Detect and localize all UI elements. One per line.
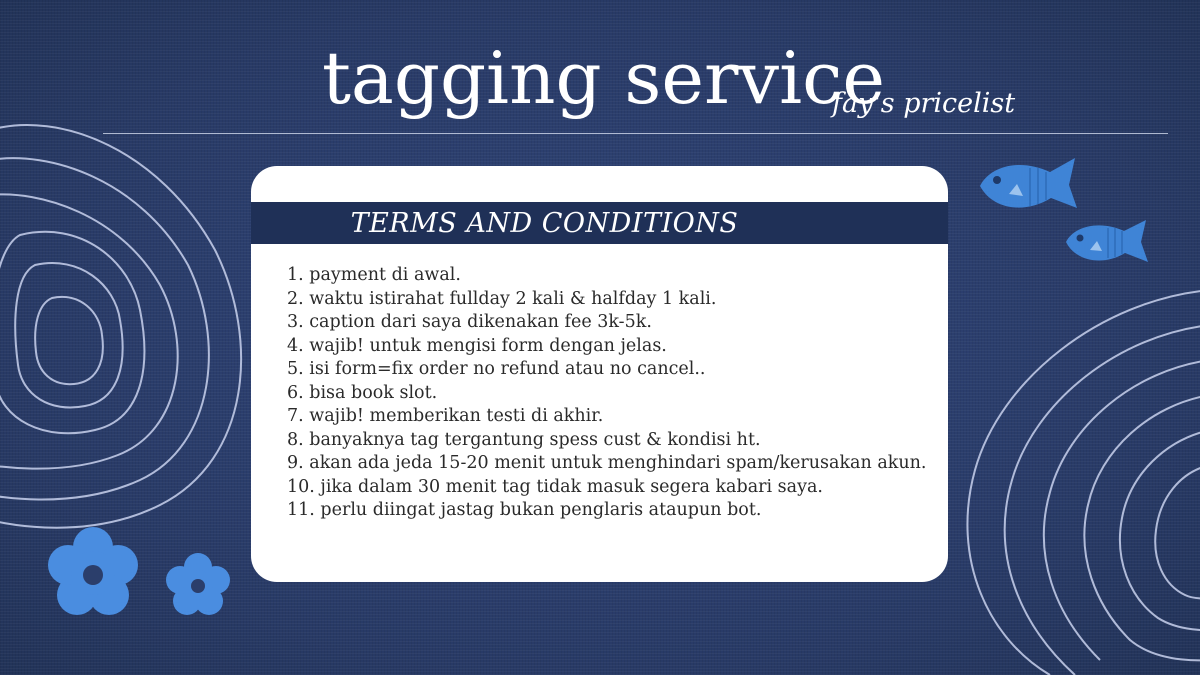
terms-item: 4. wajib! untuk mengisi form dengan jelas.	[287, 335, 667, 356]
terms-card	[251, 166, 948, 582]
terms-item: 8. banyaknya tag tergantung spess cust & kondisi ht.	[287, 429, 761, 450]
terms-item: 7. wajib! memberikan testi di akhir.	[287, 406, 604, 426]
fish-icon	[1066, 220, 1148, 262]
terms-item: 2. waktu istirahat fullday 2 kali & halfday 1 kali.	[287, 288, 717, 309]
fish-icon	[980, 158, 1077, 208]
terms-list	[287, 264, 926, 523]
terms-item: 1. payment di awal.	[287, 265, 461, 285]
terms-item: 11. perlu diingat jastag bukan penglaris ataupun bot.	[287, 500, 762, 520]
terms-card-header	[251, 202, 948, 244]
flower-icon	[48, 527, 138, 615]
terms-item: 3. caption dari saya dikenakan fee 3k-5k.	[287, 312, 652, 332]
terms-item: 9. akan ada jeda 15-20 menit untuk menghindari spam/kerusakan akun.	[287, 453, 927, 473]
terms-item: 10. jika dalam 30 menit tag tidak masuk segera kabari saya.	[287, 476, 823, 497]
flower-icon	[166, 553, 230, 615]
page-title: tagging service	[322, 36, 886, 120]
terms-item: 6. bisa book slot.	[287, 382, 438, 403]
concentric-lines-left-icon	[0, 125, 241, 528]
terms-heading: TERMS AND CONDITIONS	[350, 207, 739, 239]
terms-item: 5. isi form=fix order no refund atau no cancel..	[287, 359, 706, 379]
title-divider	[103, 133, 1168, 134]
concentric-lines-right-icon	[967, 290, 1200, 675]
page-subtitle: fay's pricelist	[832, 88, 1016, 119]
